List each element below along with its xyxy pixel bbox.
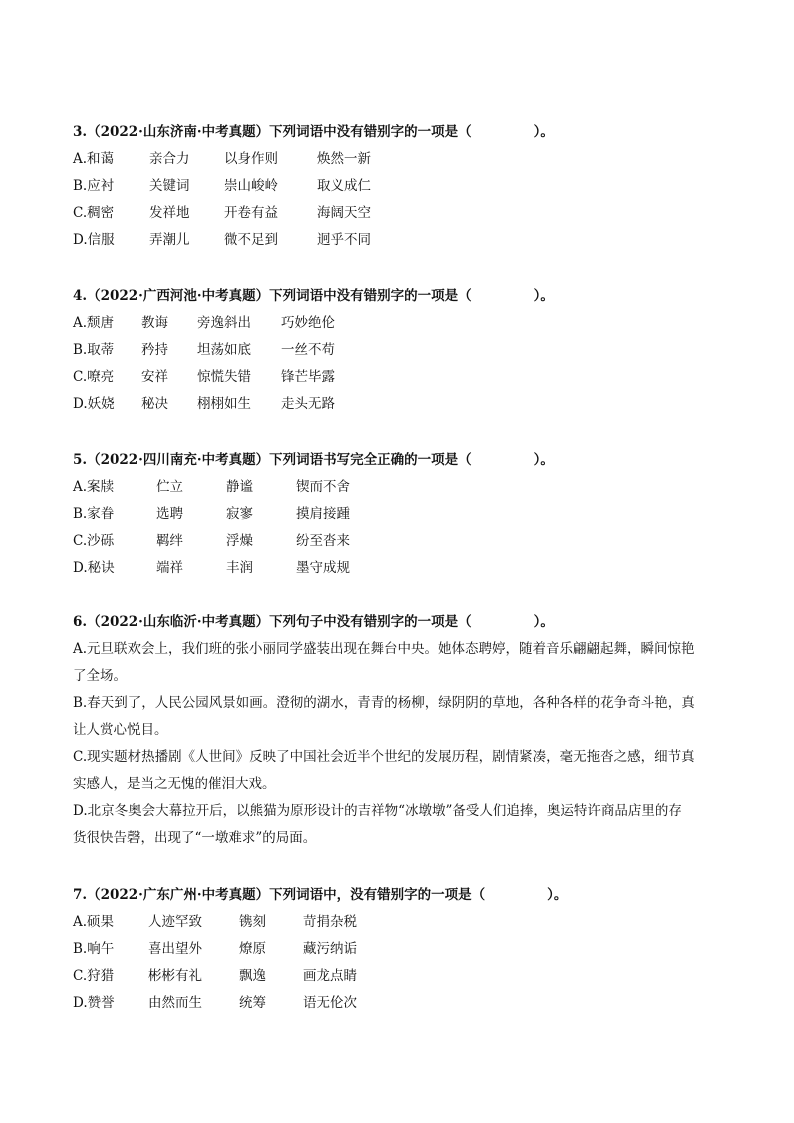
option-word: 取义成仁 xyxy=(317,178,371,194)
question-title-end: ）。 xyxy=(533,124,554,140)
option-word: A.硕果 xyxy=(73,914,115,930)
question-title xyxy=(73,450,723,470)
option-b xyxy=(73,936,723,963)
option-a xyxy=(73,310,723,337)
question-5 xyxy=(73,450,723,582)
question-title xyxy=(73,612,723,632)
option-line: D.北京冬奥会大幕拉开后，以熊猫为原形设计的吉祥物“冰墩墩”备受人们追捧，奥运特许商品店里的存 xyxy=(73,803,682,819)
option-word: 教诲 xyxy=(141,315,168,331)
option-word: B.应衬 xyxy=(73,178,115,194)
option-word: 端祥 xyxy=(156,560,183,576)
option-a xyxy=(73,146,723,173)
option-word: A.案牍 xyxy=(73,479,115,495)
option-word: 微不足到 xyxy=(224,232,278,248)
option-word: 镌刻 xyxy=(239,914,266,930)
question-title-text: 7.（2022·广东广州·中考真题）下列词语中，没有错别字的一项是（ xyxy=(73,887,486,903)
option-word: 苛捐杂税 xyxy=(303,914,357,930)
option-word: 墨守成规 xyxy=(296,560,350,576)
option-word: 惊慌失错 xyxy=(197,369,251,385)
option-word: 开卷有益 xyxy=(224,205,278,221)
option-word: B.取蒂 xyxy=(73,342,115,358)
option-c xyxy=(73,963,723,990)
question-title xyxy=(73,885,723,905)
option-word: 坦荡如底 xyxy=(197,342,251,358)
question-title xyxy=(73,286,723,306)
option-word: 人迹罕致 xyxy=(148,914,202,930)
option-a xyxy=(73,474,723,501)
option-word: 海阔天空 xyxy=(317,205,371,221)
option-word: 画龙点睛 xyxy=(303,968,357,984)
question-title-end: ）。 xyxy=(547,887,568,903)
option-line: 让人赏心悦目。 xyxy=(73,722,168,738)
option-a xyxy=(73,636,723,690)
option-word: 安祥 xyxy=(141,369,168,385)
option-word: 栩栩如生 xyxy=(197,396,251,412)
option-line: B.春天到了，人民公园风景如画。澄彻的湖水，青青的杨柳，绿阴阴的草地，各种各样的花争奇斗艳，真 xyxy=(73,695,695,711)
option-word: 关键词 xyxy=(149,178,190,194)
option-b xyxy=(73,690,723,744)
option-word: 羁绊 xyxy=(156,533,183,549)
question-title-text: 3.（2022·山东济南·中考真题）下列词语中没有错别字的一项是（ xyxy=(73,124,472,140)
option-word: 彬彬有礼 xyxy=(148,968,202,984)
option-word: 旁逸斜出 xyxy=(197,315,251,331)
option-line: 实感人，是当之无愧的催泪大戏。 xyxy=(73,776,276,792)
option-word: 亲合力 xyxy=(149,151,190,167)
option-c xyxy=(73,744,723,798)
option-word: B.家眷 xyxy=(73,506,115,522)
option-word: 矜持 xyxy=(141,342,168,358)
option-word: 浮燥 xyxy=(226,533,253,549)
option-word: 飘逸 xyxy=(239,968,266,984)
option-word: 一丝不苟 xyxy=(281,342,335,358)
option-line: A.元旦联欢会上，我们班的张小丽同学盛装出现在舞台中央。她体态聘婷，随着音乐翩翩起舞，瞬间惊艳 xyxy=(73,641,695,657)
option-word: 迥乎不同 xyxy=(317,232,371,248)
question-3 xyxy=(73,122,723,254)
question-title-text: 4.（2022·广西河池·中考真题）下列词语中没有错别字的一项是（ xyxy=(73,288,472,304)
option-d xyxy=(73,227,723,254)
option-word: 燎原 xyxy=(239,941,266,957)
question-title-end: ）。 xyxy=(533,614,554,630)
option-word: 静谧 xyxy=(226,479,253,495)
option-word: 弄潮儿 xyxy=(149,232,190,248)
question-6 xyxy=(73,612,723,852)
option-line: C.现实题材热播剧《人世间》反映了中国社会近半个世纪的发展历程，剧情紧凑，毫无拖沓之感，细节真 xyxy=(73,749,695,765)
option-word: 巧妙绝伦 xyxy=(281,315,335,331)
option-word: D.信服 xyxy=(73,232,115,248)
question-title-end: ）。 xyxy=(533,452,554,468)
option-word: 焕然一新 xyxy=(317,151,371,167)
option-b xyxy=(73,337,723,364)
option-a xyxy=(73,909,723,936)
option-word: 藏污纳诟 xyxy=(303,941,357,957)
option-word: 锲而不舍 xyxy=(296,479,350,495)
option-word: A.颓唐 xyxy=(73,315,115,331)
option-word: 寂寥 xyxy=(226,506,253,522)
option-word: 发祥地 xyxy=(149,205,190,221)
option-word: D.赞誉 xyxy=(73,995,115,1011)
option-word: 语无伦次 xyxy=(303,995,357,1011)
option-word: C.稠密 xyxy=(73,205,115,221)
option-c xyxy=(73,364,723,391)
question-title-text: 5.（2022·四川南充·中考真题）下列词语书写完全正确的一项是（ xyxy=(73,452,472,468)
option-c xyxy=(73,200,723,227)
question-title-end: ）。 xyxy=(533,288,554,304)
question-title xyxy=(73,122,723,142)
option-word: 走头无路 xyxy=(281,396,335,412)
option-word: 纷至沓来 xyxy=(296,533,350,549)
option-word: 秘决 xyxy=(141,396,168,412)
option-b xyxy=(73,173,723,200)
option-line: 了全场。 xyxy=(73,668,127,684)
option-d xyxy=(73,555,723,582)
option-c xyxy=(73,528,723,555)
option-word: 由然而生 xyxy=(148,995,202,1011)
option-word: D.秘诀 xyxy=(73,560,115,576)
option-word: 喜出望外 xyxy=(148,941,202,957)
option-word: D.妖娆 xyxy=(73,396,115,412)
option-word: 崇山峻岭 xyxy=(224,178,278,194)
option-word: B.响午 xyxy=(73,941,115,957)
option-word: 锋芒毕露 xyxy=(281,369,335,385)
question-title-text: 6.（2022·山东临沂·中考真题）下列句子中没有错别字的一项是（ xyxy=(73,614,472,630)
option-d xyxy=(73,798,723,852)
option-word: 选聘 xyxy=(156,506,183,522)
option-word: C.沙砾 xyxy=(73,533,115,549)
option-word: 摸肩接踵 xyxy=(296,506,350,522)
option-word: C.狩猎 xyxy=(73,968,115,984)
question-7 xyxy=(73,885,723,1017)
option-word: C.嘹亮 xyxy=(73,369,115,385)
option-word: 丰润 xyxy=(226,560,253,576)
option-d xyxy=(73,391,723,418)
option-d xyxy=(73,990,723,1017)
option-word: 伫立 xyxy=(156,479,183,495)
option-word: 统筹 xyxy=(239,995,266,1011)
option-word: 以身作则 xyxy=(224,151,278,167)
question-4 xyxy=(73,286,723,418)
option-line: 货很快告磬，出现了“一墩难求”的局面。 xyxy=(73,830,317,846)
option-b xyxy=(73,501,723,528)
option-word: A.和蔼 xyxy=(73,151,115,167)
